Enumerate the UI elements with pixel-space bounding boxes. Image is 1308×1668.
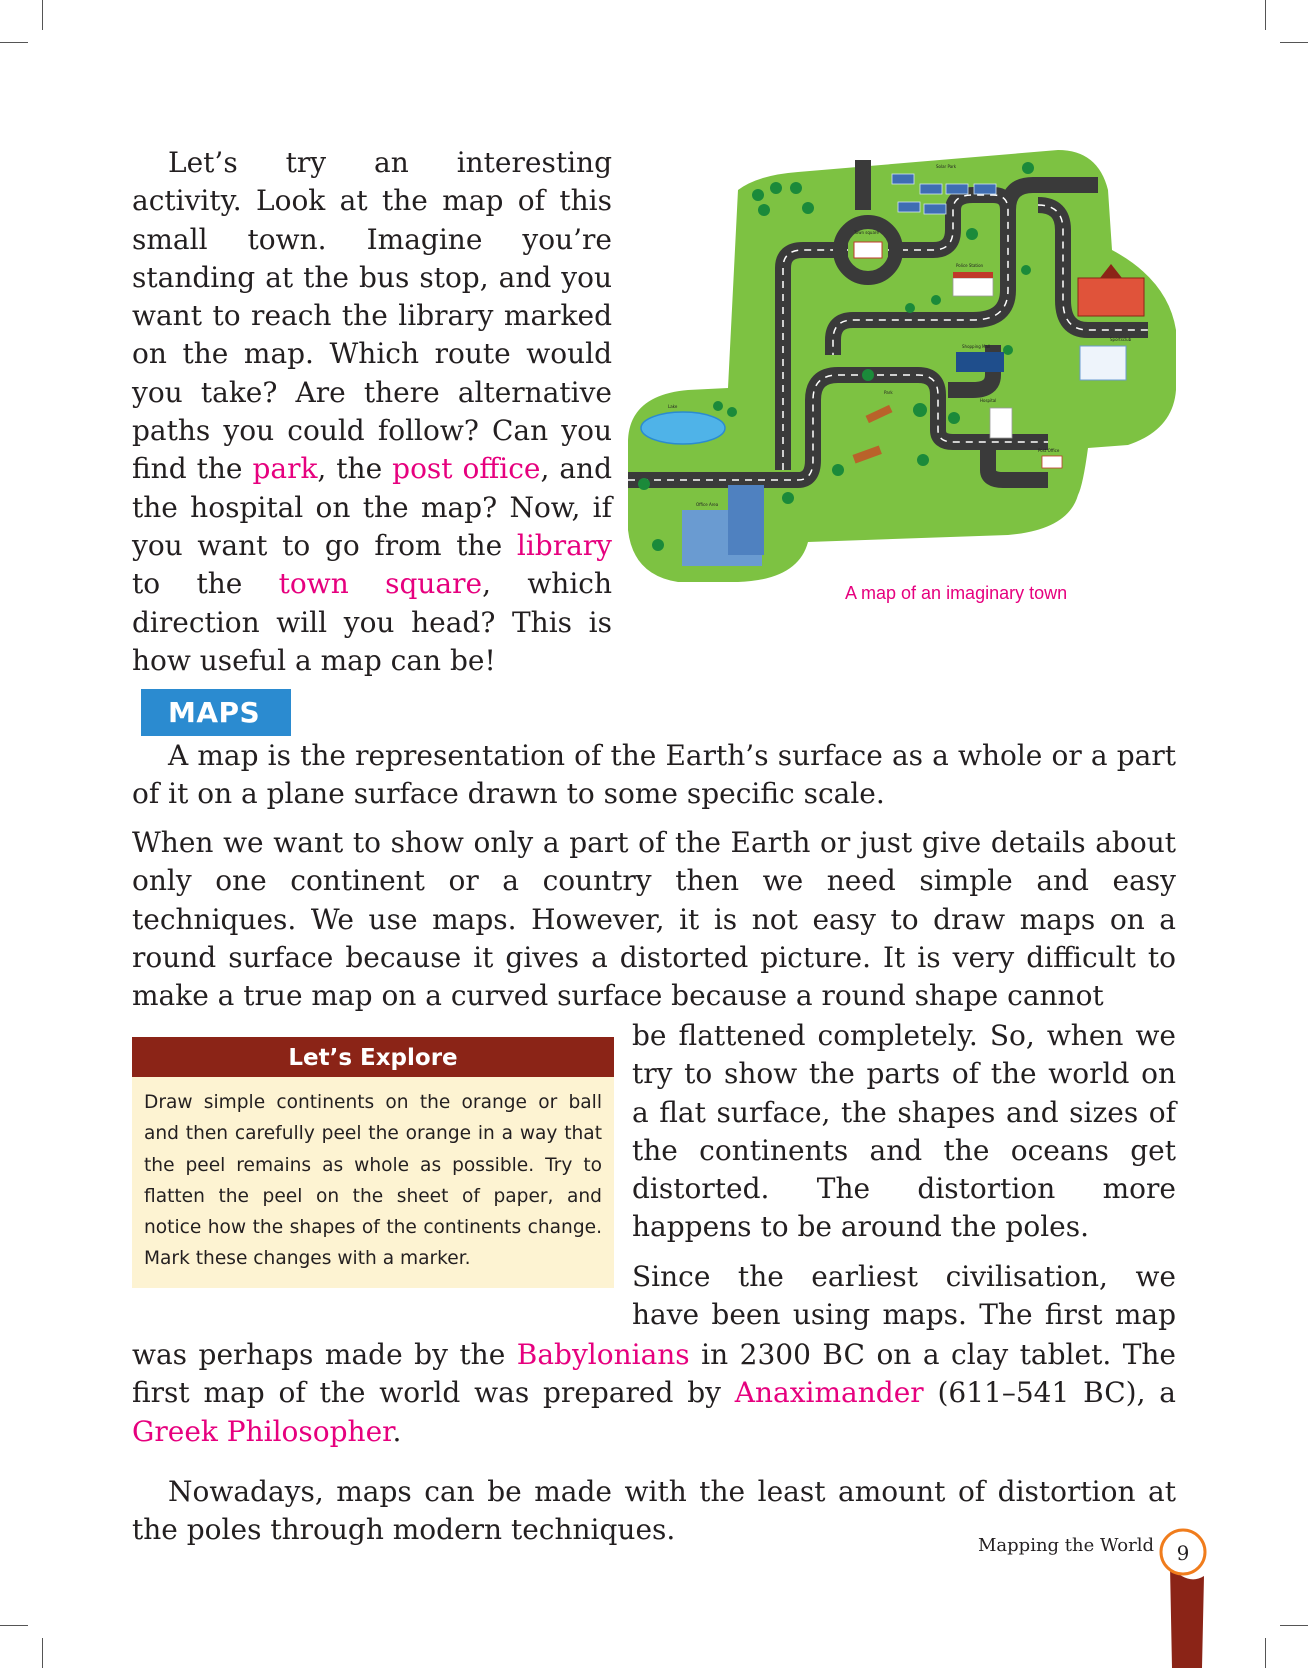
lake <box>641 412 725 444</box>
history-paragraph-rest <box>132 1336 1176 1451</box>
solar-park-label: Solar Park <box>936 164 957 169</box>
crop-mark <box>1280 1625 1308 1626</box>
library-building <box>1078 278 1144 316</box>
police-station-label: Police Station <box>956 263 984 268</box>
town-square-term: town square <box>278 567 483 601</box>
anaximander-term: Anaximander <box>734 1376 924 1410</box>
page-number: 9 <box>1176 1541 1190 1565</box>
history-text: in 2300 BC on a clay tablet. The first map of the world was prepared by <box>132 1338 1177 1410</box>
explore-text: Draw simple continents on the orange or ball and then carefully peel the orange in a way that the peel remains as whole as possible. Try to flatten the peel on the sheet of paper, and notice how the shapes of the continents change. Mark these changes with a marker. <box>144 1092 602 1270</box>
history-text: was perhaps made by the <box>132 1338 517 1371</box>
history-paragraph-start: Since the earliest civilisation, we have been using maps. The first map <box>632 1260 1176 1332</box>
definition-paragraph: A map is the representation of the Earth’s surface as a whole or a part of it on a plane surface drawn to some specific scale. <box>132 739 1176 811</box>
explore-title: Let’s Explore <box>132 1037 614 1077</box>
shopping-mall-building <box>956 352 1004 372</box>
section-heading: MAPS <box>141 689 291 736</box>
hospital-label: Hospital <box>980 398 997 403</box>
intro-text: , and the hospital on the map? Now, if you want to go from the <box>132 452 613 562</box>
park-label: Park <box>884 390 893 395</box>
police-station-building <box>953 278 993 296</box>
lets-explore-box <box>132 1037 614 1288</box>
office-area-label: Office Area <box>696 502 719 507</box>
library-term: library <box>516 528 612 562</box>
map-caption: A map of an imaginary town <box>845 583 1068 603</box>
crop-mark <box>1265 0 1266 30</box>
town-square-label: Town square <box>854 230 879 235</box>
modern-paragraph: Nowadays, maps can be made with the least amount of distortion at the poles through modern techniques. <box>132 1475 1176 1547</box>
intro-paragraph <box>132 144 612 680</box>
intro-text: , the <box>317 452 393 486</box>
sportsclub-building <box>1080 346 1126 380</box>
greek-philosopher-term: Greek Philosopher <box>132 1414 393 1448</box>
town-square-building <box>854 242 882 258</box>
flattened-paragraph: be flattened completely. So, when we try to show the parts of the world on a flat surface, the shapes and sizes of the continents and the oceans get distorted. The distortion more happens to be around the poles. <box>632 1019 1176 1244</box>
sportsclub-label: Sportsclub <box>1110 337 1132 342</box>
post-office-label: Post Office <box>1038 448 1060 453</box>
history-text: (611–541 BC), a <box>923 1376 1176 1410</box>
crop-mark <box>1280 42 1308 43</box>
intro-text: , which direction will you head? This is how useful a map can be! <box>132 567 613 677</box>
intro-text: to the <box>132 567 279 601</box>
babylonians-term: Babylonians <box>516 1338 690 1371</box>
park-term: park <box>252 452 318 486</box>
chapter-title-footer: Mapping the World <box>978 1535 1155 1556</box>
post-office-building <box>1042 456 1062 468</box>
history-text: . <box>392 1414 402 1448</box>
town-map-illustration <box>628 150 1176 620</box>
crop-mark <box>1265 1638 1266 1668</box>
police-station-roof <box>953 272 993 278</box>
crop-mark <box>42 1638 43 1668</box>
intro-text: Let’s try an interesting activity. Look at the map of this small town. Imagine you’re standing at the bus stop, and you want to reach the library marked on the map. Which route would you take? Are there alternative paths you could follow? Can you find the <box>132 146 612 486</box>
crop-mark <box>0 42 28 43</box>
page-ribbon <box>1170 1566 1204 1668</box>
post-office-term: post office <box>392 452 541 486</box>
shopping-mall-label: Shopping Mall <box>962 344 991 349</box>
lake-label: Lake <box>668 404 678 409</box>
office-building-2 <box>728 485 764 555</box>
crop-mark <box>42 0 43 30</box>
hospital-building <box>990 408 1012 438</box>
crop-mark <box>0 1625 28 1626</box>
distortion-paragraph: When we want to show only a part of the Earth or just give details about only one continent or a country then we need simple and easy techniques. We use maps. However, it is not easy to draw maps on a round surface because it gives a distorted picture. It is very difficult to make a true map on a curved surface because a round shape cannot <box>132 826 1176 1013</box>
